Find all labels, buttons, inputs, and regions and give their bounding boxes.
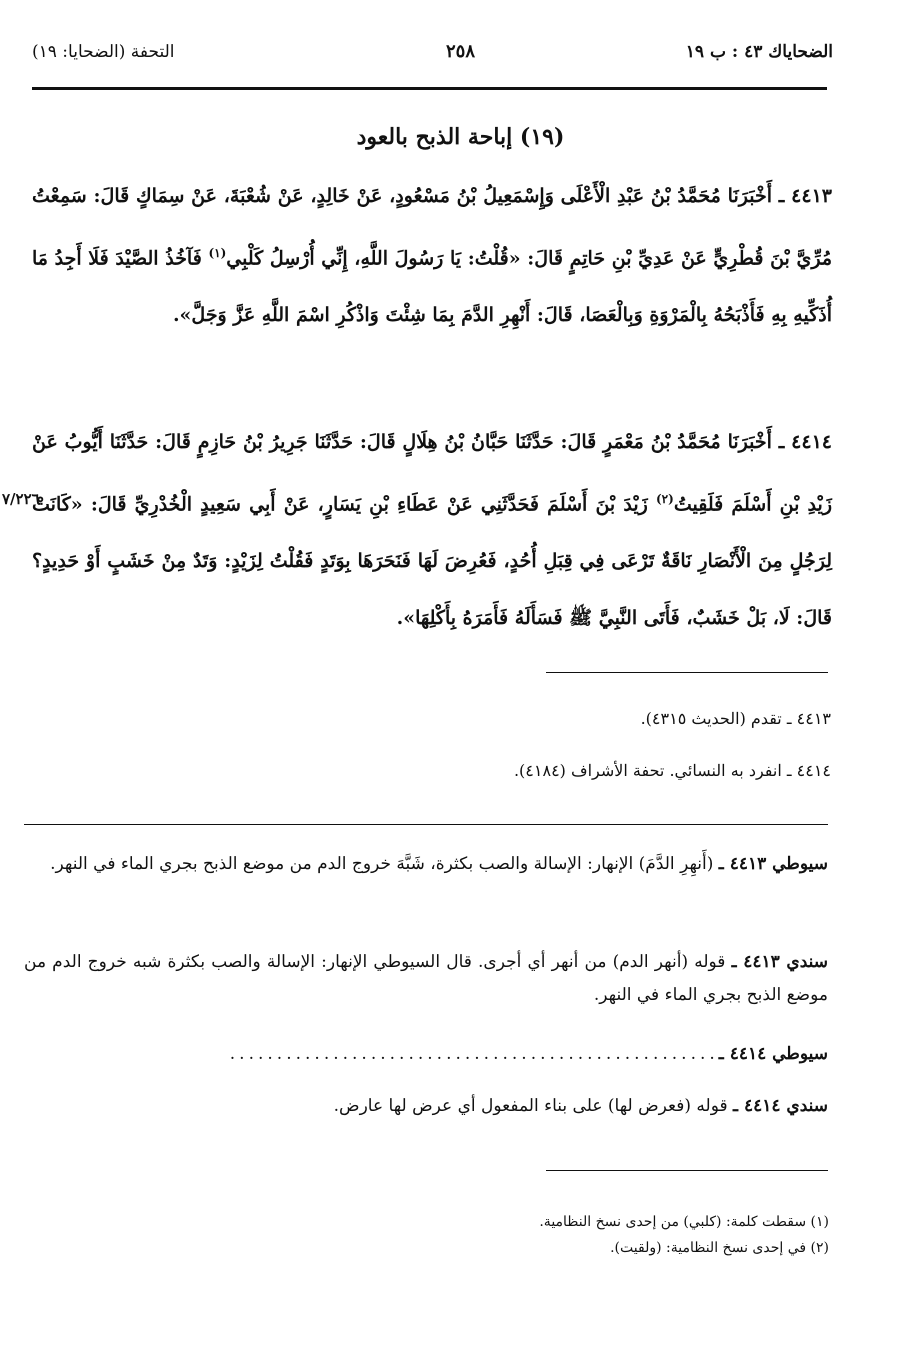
hadith-4414 bbox=[32, 414, 832, 647]
commentary-text: .................................................... bbox=[229, 1044, 719, 1064]
running-header-left: التحفة (الضحايا: ١٩) bbox=[32, 42, 175, 62]
footnote-ref: (١) bbox=[208, 246, 227, 260]
commentary-entry bbox=[24, 946, 828, 1012]
footnote: (١) سقطت كلمة: (كلبي) من إحدى نسخ النظامية. bbox=[539, 1214, 829, 1230]
header-rule bbox=[32, 87, 827, 90]
commentary-rule bbox=[24, 824, 828, 825]
commentary-text: قوله (فعرض لها) على بناء المفعول أي عرض لها عارض. bbox=[333, 1096, 734, 1116]
hadith-text: ـ أَخْبَرَنَا مُحَمَّدُ بْنُ مَعْمَرٍ قَالَ: حَدَّثَنَا حَبَّانُ بْنُ هِلَالٍ قَالَ: حَدَّثَنَا جَرِيرُ بْنُ حَازِمٍ قَالَ: حَدَّثَنَا أَيُّوبُ عَنْ زَيْدِ بْنِ أَسْلَمَ فَلَقِيتُ bbox=[32, 431, 832, 516]
commentary-label: سيوطي ٤٤١٣ ـ bbox=[718, 854, 828, 874]
takhrij-note: ٤٤١٤ ـ انفرد به النسائي. تحفة الأشراف (٤١٨٤). bbox=[513, 761, 831, 780]
commentary-entry bbox=[24, 1090, 828, 1123]
commentary-text: قوله (أنهر الدم) من أنهر أي أجرى. قال السيوطي الإنهار: الإسالة والصب بكثرة شبه خروج الدم من موضع الذبح بجري الماء في النهر. bbox=[24, 952, 828, 1005]
footnote-ref: (٢) bbox=[655, 492, 674, 506]
footnote: (٢) في إحدى نسخ النظامية: (ولقيت). bbox=[610, 1240, 829, 1256]
hadith-number: ٤٤١٤ bbox=[791, 431, 832, 453]
section-title: (١٩) إباحة الذبح بالعود bbox=[356, 124, 565, 150]
commentary-label: سندي ٤٤١٤ ـ bbox=[733, 1096, 828, 1116]
commentary-label: سندي ٤٤١٣ ـ bbox=[731, 952, 828, 972]
footnote-rule bbox=[546, 1170, 828, 1171]
commentary-text: (أَنهِرِ الدَّمَ) الإنهار: الإسالة والصب بكثرة، شَبَّهَ خروج الدم من موضع الذبح بجري الماء في النهر. bbox=[50, 854, 719, 874]
hadith-text-continued: فَآخُذُ الصَّيْدَ فَلَا أَجِدُ مَا أُذَكِّيهِ بِهِ فَأَذْبَحُهُ بِالْمَرْوَةِ وَبِالْعَصَا، قَالَ: أَنْهِرِ الدَّمَ بِمَا شِئْتَ وَاذْكُرِ اسْمَ اللَّهِ عَزَّ وَجَلَّ». bbox=[32, 247, 832, 327]
hadith-number: ٤٤١٣ bbox=[791, 185, 832, 207]
takhrij-rule bbox=[546, 672, 828, 673]
running-header-right: الضحاياك ٤٣ : ب ١٩ bbox=[685, 42, 833, 62]
commentary-entry bbox=[24, 848, 828, 881]
margin-reference: ٧/٢٢٦ bbox=[2, 490, 40, 508]
hadith-4413 bbox=[32, 168, 832, 344]
commentary-label: سيوطي ٤٤١٤ ـ bbox=[718, 1044, 828, 1064]
page-number: ٢٥٨ bbox=[445, 41, 475, 62]
hadith-text-continued: زَيْدَ بْنَ أَسْلَمَ فَحَدَّثَنِي عَنْ عَطَاءِ بْنِ يَسَارٍ، عَنْ أَبِي سَعِيدٍ الْخُدْرِيِّ قَالَ: «كَانَتْ لِرَجُلٍ مِنَ الْأَنْصَارِ نَاقَةٌ تَرْعَى فِي قِبَلِ أُحُدٍ، فَعُرِضَ لَهَا فَنَحَرَهَا بِوَتَدٍ فَقُلْتُ لِزَيْدٍ: وَتَدٌ مِنْ خَشَبٍ أَوْ حَدِيدٍ؟ قَالَ: لَا، بَلْ خَشَبٌ، فَأَتَى النَّبِيَّ ﷺ فَسَأَلَهُ فَأَمَرَهُ بِأَكْلِهَا». bbox=[32, 493, 832, 630]
takhrij-note: ٤٤١٣ ـ تقدم (الحديث ٤٣١٥). bbox=[640, 709, 831, 728]
hadith-text: ـ أَخْبَرَنَا مُحَمَّدُ بْنُ عَبْدِ الْأَعْلَى وَإِسْمَعِيلُ بْنُ مَسْعُودٍ، عَنْ خَالِدٍ، عَنْ شُعْبَةَ، عَنْ سِمَاكٍ قَالَ: سَمِعْتُ مُرِّيَّ بْنَ قُطْرِيٍّ عَنْ عَدِيِّ بْنِ حَاتِمٍ قَالَ: «قُلْتُ: يَا رَسُولَ اللَّهِ، إِنِّي أُرْسِلُ كَلْبِي bbox=[32, 185, 832, 270]
commentary-entry bbox=[24, 1038, 828, 1071]
